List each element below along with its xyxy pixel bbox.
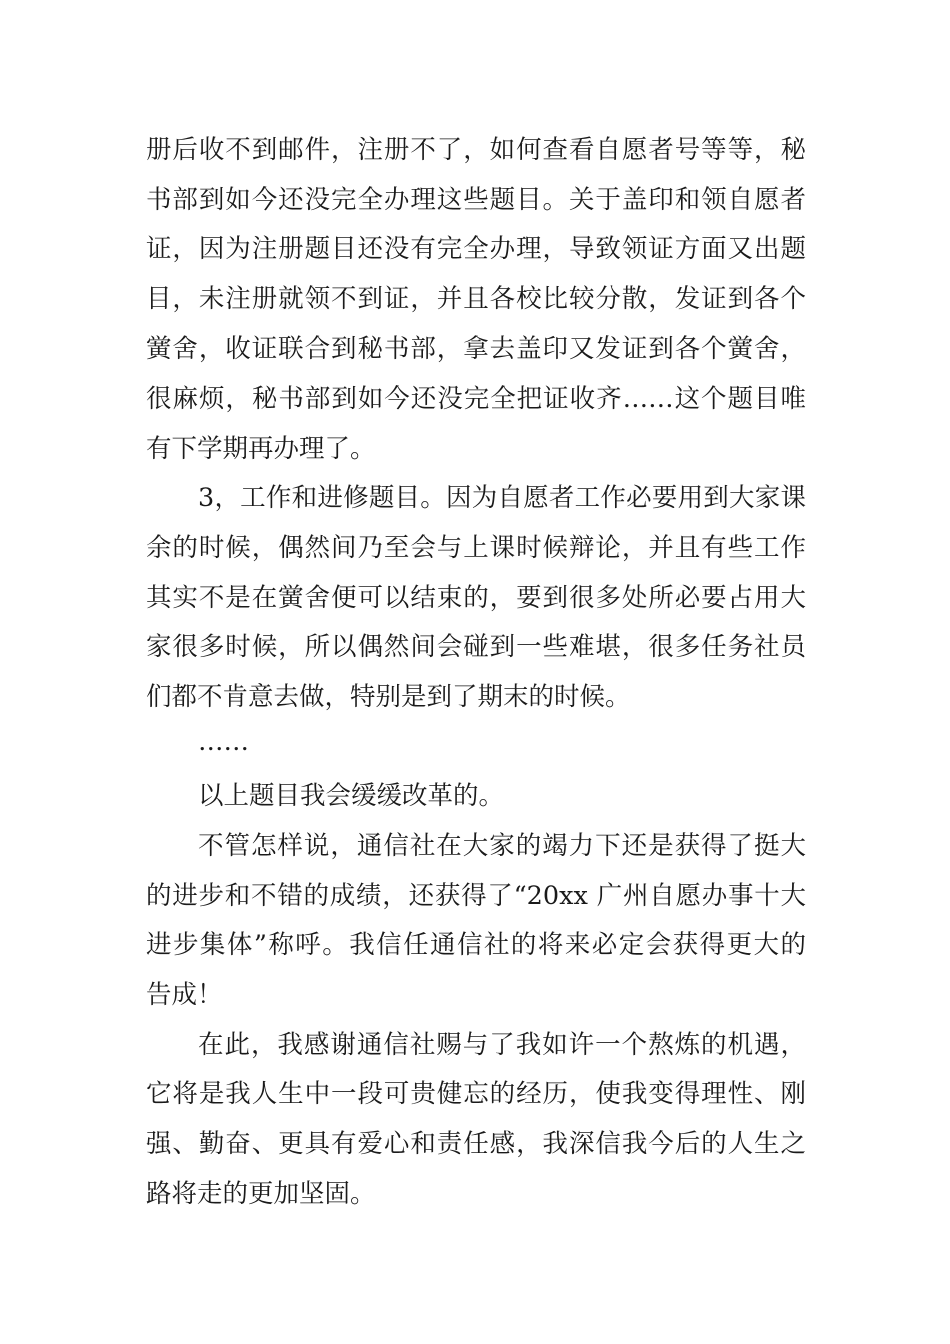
body-line: 有下学期再办理了。 (146, 434, 376, 464)
body-line: 强、勤奋、更具有爱心和责任感，我深信我今后的人生之 (146, 1129, 806, 1159)
body-line: 告成！ (146, 980, 223, 1010)
body-line: 黉舍，收证联合到秘书部，拿去盖印又发证到各个黉舍， (146, 334, 806, 364)
body-line: 余的时候，偶然间乃至会与上课时候辩论，并且有些工作 (146, 533, 806, 563)
body-line: 证，因为注册题目还没有完全办理，导致领证方面又出题 (146, 234, 806, 264)
body-line: 以上题目我会缓缓改革的。 (198, 781, 505, 811)
body-line: 家很多时候，所以偶然间会碰到一些难堪，很多任务社员 (146, 632, 806, 662)
body-line: 进步集体”称呼。我信任通信社的将来必定会获得更大的 (146, 930, 806, 960)
body-line: 3，工作和进修题目。因为自愿者工作必要用到大家课 (198, 483, 806, 513)
body-line: 它将是我人生中一段可贵健忘的经历，使我变得理性、刚 (146, 1079, 806, 1109)
body-line: 们都不肯意去做，特别是到了期末的时候。 (146, 682, 631, 712)
body-line: 目，未注册就领不到证，并且各校比较分散，发证到各个 (146, 284, 806, 314)
body-line: 册后收不到邮件，注册不了，如何查看自愿者号等等，秘 (146, 135, 806, 165)
body-line: 在此，我感谢通信社赐与了我如许一个熬炼的机遇， (198, 1030, 806, 1060)
body-line: 很麻烦，秘书部到如今还没完全把证收齐……这个题目唯 (146, 384, 806, 414)
body-line: 书部到如今还没完全办理这些题目。关于盖印和领自愿者 (146, 185, 806, 215)
ellipsis-line: …… (198, 727, 249, 757)
body-line: 其实不是在黉舍便可以结束的，要到很多处所必要占用大 (146, 583, 806, 613)
body-line: 的进步和不错的成绩，还获得了“20xx 广州自愿办事十大 (146, 881, 806, 911)
body-line: 不管怎样说，通信社在大家的竭力下还是获得了挺大 (198, 831, 806, 861)
body-line: 路将走的更加坚固。 (146, 1179, 376, 1209)
